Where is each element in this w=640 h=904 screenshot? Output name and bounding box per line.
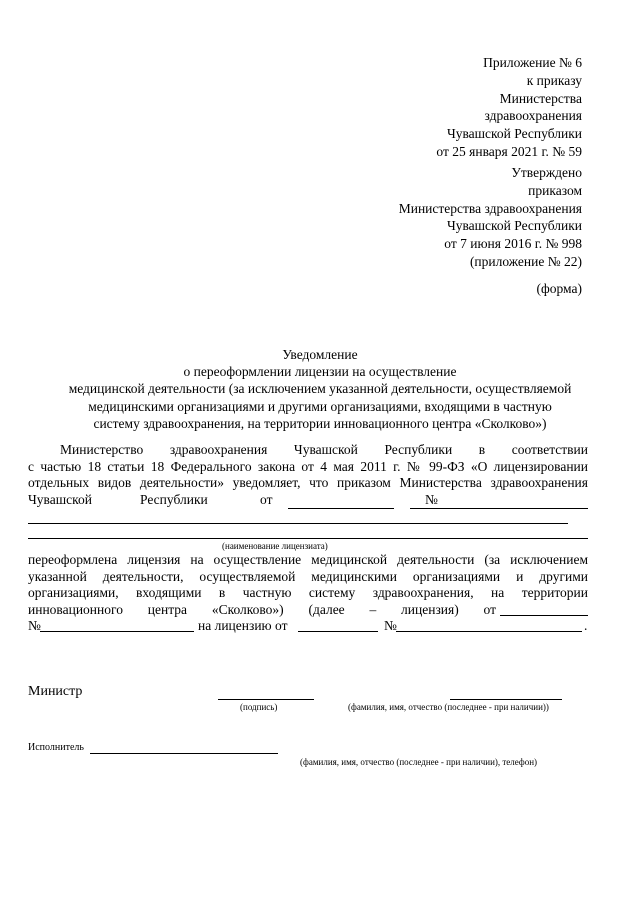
form-mark xyxy=(537,280,582,298)
minister-name-caption: (фамилия, имя, отчество (последнее - при наличии)) xyxy=(348,702,549,712)
approved-line: (приложение № 22) xyxy=(469,253,582,269)
intro-line-3: отдельных видов деятельности» уведомляет, что приказом Министерства здравоохранения xyxy=(28,475,588,491)
license-number-blank[interactable] xyxy=(40,631,194,632)
appendix-line: здравоохранения xyxy=(484,108,582,124)
intro-word-chuvash: Чувашской xyxy=(28,491,92,507)
appendix-line: Приложение № 6 xyxy=(483,55,582,70)
body-line-5 xyxy=(28,618,588,635)
executor-blank[interactable] xyxy=(90,753,278,754)
approved-line: Утверждено xyxy=(511,165,582,180)
approved-line: от 7 июня 2016 г. № 998 xyxy=(444,236,582,252)
intro-word-from: от xyxy=(260,491,273,507)
appendix-line: от 25 января 2021 г. № 59 xyxy=(436,143,582,159)
title-line: медицинской деятельности (за исключением указанной деятельности, осуществляемой xyxy=(68,381,572,397)
appendix-line: к приказу xyxy=(526,72,582,88)
licensee-caption: (наименование лицензиата) xyxy=(222,541,328,551)
appendix-line: Чувашской Республики xyxy=(446,126,582,142)
license-date-blank[interactable] xyxy=(500,615,588,616)
old-license-date-blank[interactable] xyxy=(298,631,378,632)
executor-caption: (фамилия, имя, отчество (последнее - при наличии), телефон) xyxy=(300,757,538,767)
intro-line-4 xyxy=(28,492,588,509)
approved-line: приказом xyxy=(528,182,582,198)
signature-caption: (подпись) xyxy=(240,702,278,712)
title-line: медицинскими организациями и другими организациями, входящими в частную xyxy=(88,398,552,414)
title-line: систему здравоохранения, на территории инновационного центра «Сколково») xyxy=(93,415,547,431)
appendix-block xyxy=(436,54,582,161)
signature-blank[interactable] xyxy=(218,699,314,700)
body-line-3: организациями, входящими в частную систему здравоохранения, на территории xyxy=(28,585,588,601)
order-date-blank[interactable] xyxy=(288,508,394,509)
body-line-1: переоформлена лицензия на осуществление медицинской деятельности (за исключением xyxy=(28,552,588,567)
title-line: о переоформлении лицензии на осуществление xyxy=(183,364,457,380)
old-license-number-blank[interactable] xyxy=(396,631,582,632)
approved-line: Министерства здравоохранения xyxy=(398,200,582,216)
title-line: Уведомление xyxy=(282,347,358,362)
licensee-blank-1[interactable] xyxy=(28,523,568,524)
intro-line-2: с частью 18 статьи 18 Федерального закона от 4 мая 2011 г. № 99-ФЗ «О лицензировании xyxy=(28,458,588,474)
order-number-blank[interactable] xyxy=(410,508,588,509)
body-line-4: инновационного центра «Сколково») (далее – лицензия) от xyxy=(28,601,496,617)
body-number-sign-1: № xyxy=(28,618,41,634)
minister-title: Министр xyxy=(28,684,83,699)
minister-name-blank[interactable] xyxy=(450,699,562,700)
approved-line: Чувашской Республики xyxy=(446,218,582,234)
body-paragraph xyxy=(28,552,588,635)
executor-label: Исполнитель xyxy=(28,742,84,753)
form-mark-text: (форма) xyxy=(536,281,582,296)
licensee-blank-2[interactable] xyxy=(28,538,588,539)
document-title xyxy=(40,346,600,432)
intro-word-republic: Республики xyxy=(140,491,208,507)
intro-paragraph xyxy=(28,442,588,508)
intro-number-sign: № xyxy=(425,491,438,507)
body-license-from: на лицензию от xyxy=(198,618,288,634)
intro-line-1: Министерство здравоохранения Чувашской Республики в соответствии xyxy=(60,442,588,457)
body-line-2: указанной деятельности, осуществляемой медицинскими организациями и другими xyxy=(28,568,588,584)
body-period: . xyxy=(584,618,588,634)
body-number-sign-2: № xyxy=(384,618,397,634)
appendix-line: Министерства xyxy=(499,90,582,106)
approved-block xyxy=(399,164,582,271)
